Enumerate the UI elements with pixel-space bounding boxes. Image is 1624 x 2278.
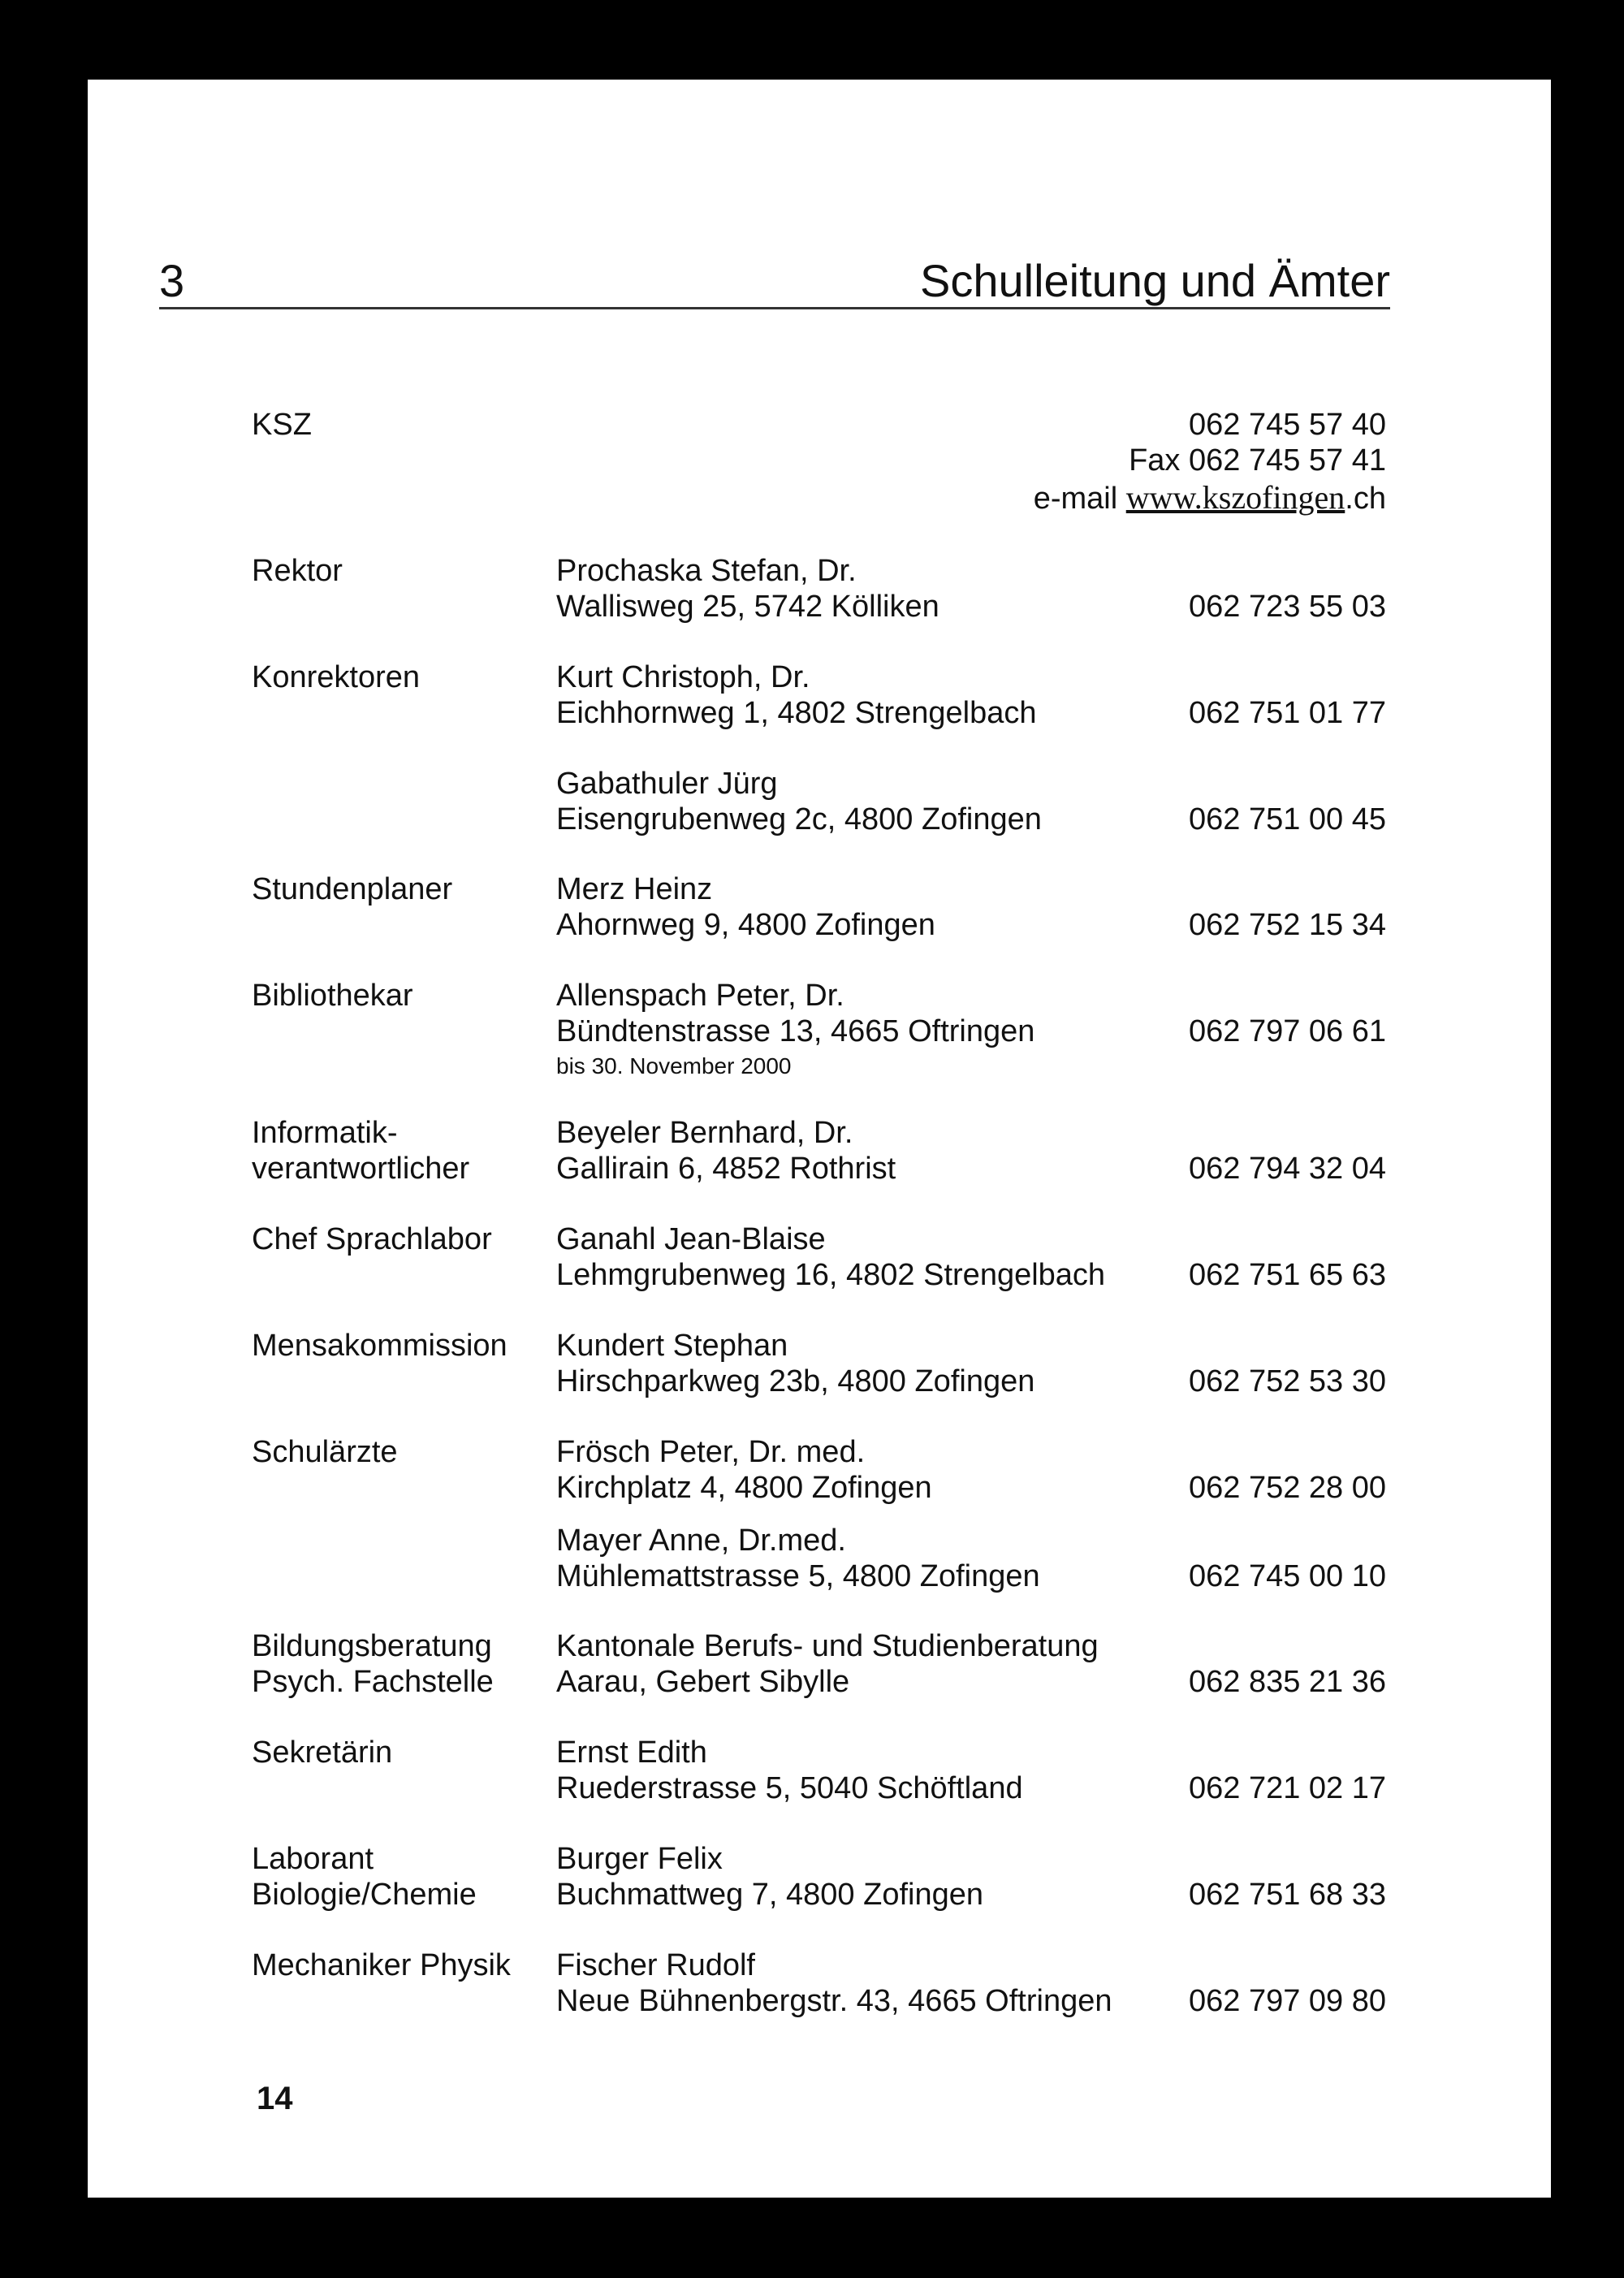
entry-phone: 062 752 15 34 <box>1188 908 1386 942</box>
website-suffix: .ch <box>1345 482 1386 516</box>
entry-address: Eichhornweg 1, 4802 Strengelbach <box>556 696 1037 730</box>
entry-address: Lehmgrubenweg 16, 4802 Strengelbach <box>556 1258 1106 1292</box>
entry-role: Mechaniker Physik <box>252 1948 511 1982</box>
entry-name: Ganahl Jean-Blaise <box>556 1222 826 1256</box>
entry-phone: 062 751 68 33 <box>1188 1878 1386 1912</box>
entry-name: Beyeler Bernhard, Dr. <box>556 1116 853 1150</box>
entry-role: Informatik- <box>252 1116 398 1150</box>
entry-phone: 062 797 06 61 <box>1188 1014 1386 1048</box>
entry-phone: 062 752 53 30 <box>1188 1364 1386 1398</box>
entry-role: Rektor <box>252 554 343 588</box>
entry-address: Neue Bühnenbergstr. 43, 4665 Oftringen <box>556 1984 1112 2018</box>
entry-name: Merz Heinz <box>556 872 713 906</box>
school-phone: 062 745 57 40 <box>1188 408 1386 442</box>
chapter-number: 3 <box>159 255 185 306</box>
entry-phone: 062 794 32 04 <box>1188 1152 1386 1186</box>
entry-role: Stundenplaner <box>252 872 453 906</box>
entry-address: Hirschparkweg 23b, 4800 Zofingen <box>556 1364 1035 1398</box>
entry-address: Aarau, Gebert Sibylle <box>556 1665 850 1699</box>
entry-address: Kirchplatz 4, 4800 Zofingen <box>556 1471 932 1505</box>
entry-role: Laborant <box>252 1842 374 1876</box>
entry-role: Chef Sprachlabor <box>252 1222 492 1256</box>
entry-address: Ahornweg 9, 4800 Zofingen <box>556 908 935 942</box>
entry-name: Gabathuler Jürg <box>556 767 778 801</box>
entry-role: Konrektoren <box>252 660 421 694</box>
entry-address: Eisengrubenweg 2c, 4800 Zofingen <box>556 802 1042 836</box>
entry-phone: 062 797 09 80 <box>1188 1984 1386 2018</box>
entry-name: Ernst Edith <box>556 1736 707 1770</box>
entry-phone: 062 835 21 36 <box>1188 1665 1386 1699</box>
entry-address: Ruederstrasse 5, 5040 Schöftland <box>556 1771 1023 1805</box>
entry-phone: 062 751 65 63 <box>1188 1258 1386 1292</box>
entry-name: Burger Felix <box>556 1842 723 1876</box>
chapter-header <box>159 171 1390 309</box>
entry-name: Kantonale Berufs- und Studienberatung <box>556 1629 1099 1663</box>
entry-phone: 062 721 02 17 <box>1188 1771 1386 1805</box>
entry-role-line2: Biologie/Chemie <box>252 1878 477 1912</box>
school-email <box>893 479 1386 517</box>
entry-name: Allenspach Peter, Dr. <box>556 979 844 1013</box>
entry-address: Bündtenstrasse 13, 4665 Oftringen <box>556 1014 1035 1048</box>
entry-phone: 062 752 28 00 <box>1188 1471 1386 1505</box>
page-number: 14 <box>257 2081 293 2116</box>
entry-name: Kundert Stephan <box>556 1329 788 1363</box>
email-label: e-mail <box>1033 482 1126 516</box>
entry-phone: 062 723 55 03 <box>1188 590 1386 624</box>
entry-role: Schulärzte <box>252 1435 398 1469</box>
website-link[interactable]: www.kszofingen <box>1125 479 1345 516</box>
entry-role: Mensakommission <box>252 1329 508 1363</box>
chapter-title: Schulleitung und Ämter <box>919 255 1390 306</box>
entry-address: Wallisweg 25, 5742 Kölliken <box>556 590 939 624</box>
entry-address: Buchmattweg 7, 4800 Zofingen <box>556 1878 984 1912</box>
school-fax: Fax 062 745 57 41 <box>1129 443 1386 478</box>
entry-address: Gallirain 6, 4852 Rothrist <box>556 1152 896 1186</box>
entry-phone: 062 745 00 10 <box>1188 1559 1386 1593</box>
entry-phone: 062 751 00 45 <box>1188 802 1386 836</box>
entry-role: Sekretärin <box>252 1736 393 1770</box>
entry-name: Prochaska Stefan, Dr. <box>556 554 857 588</box>
entry-address: Mühlemattstrasse 5, 4800 Zofingen <box>556 1559 1040 1593</box>
entry-name: Fischer Rudolf <box>556 1948 755 1982</box>
entry-role: Bibliothekar <box>252 979 413 1013</box>
entry-phone: 062 751 01 77 <box>1188 696 1386 730</box>
entry-role: Bildungsberatung <box>252 1629 492 1663</box>
entry-name: Frösch Peter, Dr. med. <box>556 1435 866 1469</box>
entry-role-line2: Psych. Fachstelle <box>252 1665 494 1699</box>
entry-role-line2: verantwortlicher <box>252 1152 470 1186</box>
entry-note: bis 30. November 2000 <box>556 1053 792 1078</box>
entry-name: Kurt Christoph, Dr. <box>556 660 810 694</box>
school-name: KSZ <box>252 408 312 442</box>
entry-name: Mayer Anne, Dr.med. <box>556 1524 846 1558</box>
